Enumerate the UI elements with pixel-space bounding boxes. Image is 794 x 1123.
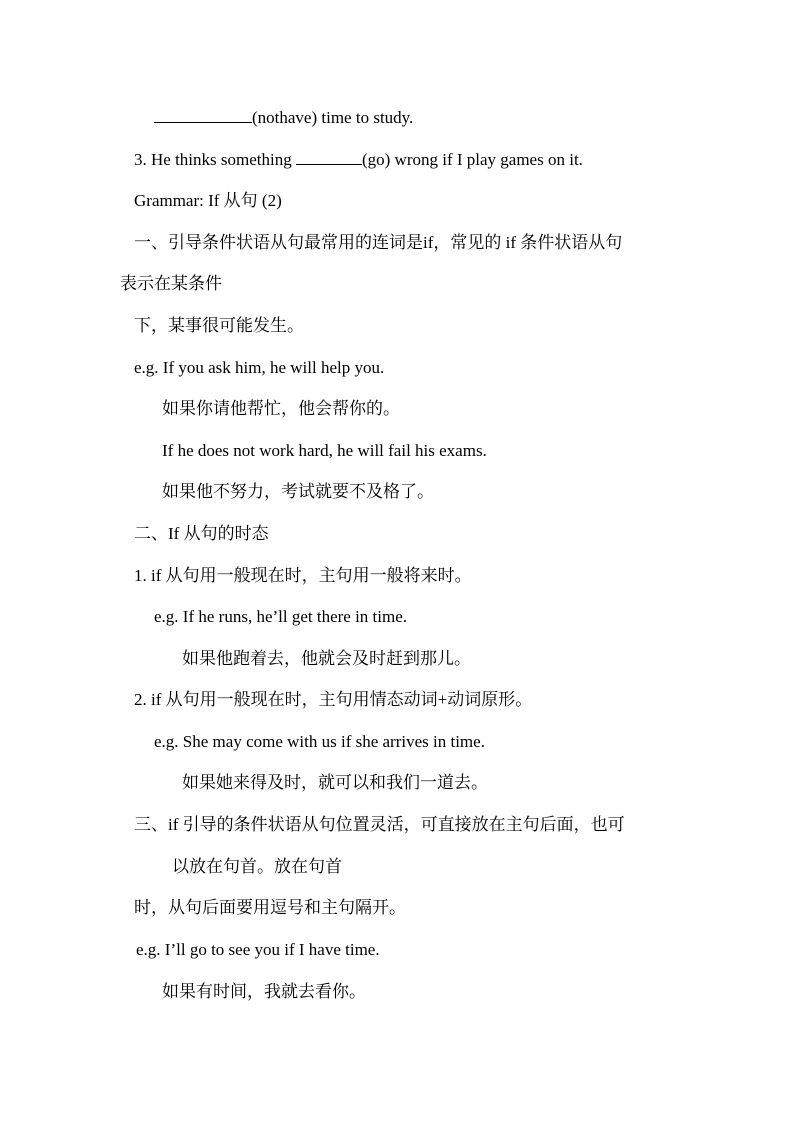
section-three-text: 以放在句首。放在句首 (172, 857, 342, 876)
example-translation: 如果她来得及时，就可以和我们一道去。 (182, 773, 488, 792)
rule-item: 2. if 从句用一般现在时，主句用情态动词+动词原形。 (134, 690, 533, 709)
example-sentence: If he does not work hard, he will fail his exams. (162, 441, 487, 460)
exercise-text: (nothave) time to study. (252, 108, 414, 127)
answer-blank[interactable] (296, 148, 362, 165)
exercise-line-2-continuation (154, 106, 413, 129)
example-sentence: e.g. I’ll go to see you if I have time. (136, 940, 380, 959)
example-sentence: e.g. If he runs, he’ll get there in time. (154, 607, 408, 626)
grammar-heading: Grammar: If 从句 (2) (134, 191, 282, 210)
example-translation: 如果你请他帮忙，他会帮你的。 (162, 399, 400, 418)
exercise-text: (go) wrong if I play games on it. (361, 150, 583, 169)
rule-item: 1. if 从句用一般现在时，主句用一般将来时。 (134, 566, 472, 585)
section-one-text: 表示在某条件 (120, 274, 222, 293)
section-one-heading: 一、引导条件状语从句最常用的连词是if，常见的 if 条件状语从句 (134, 233, 623, 252)
exercise-text: 3. He thinks something (134, 150, 296, 169)
example-translation: 如果他不努力，考试就要不及格了。 (162, 482, 434, 501)
section-three-text: 时，从句后面要用逗号和主句隔开。 (134, 898, 406, 917)
exercise-line-3 (134, 148, 583, 171)
example-sentence: e.g. She may come with us if she arrives in time. (154, 732, 485, 751)
section-three-heading: 三、if 引导的条件状语从句位置灵活，可直接放在主句后面，也可 (134, 815, 625, 834)
section-one-text: 下，某事很可能发生。 (134, 316, 304, 335)
example-sentence: e.g. If you ask him, he will help you. (134, 358, 385, 377)
example-translation: 如果他跑着去，他就会及时赶到那儿。 (182, 649, 471, 668)
example-translation: 如果有时间，我就去看你。 (162, 982, 366, 1001)
section-two-heading: 二、If 从句的时态 (134, 524, 269, 543)
answer-blank[interactable] (154, 106, 252, 123)
